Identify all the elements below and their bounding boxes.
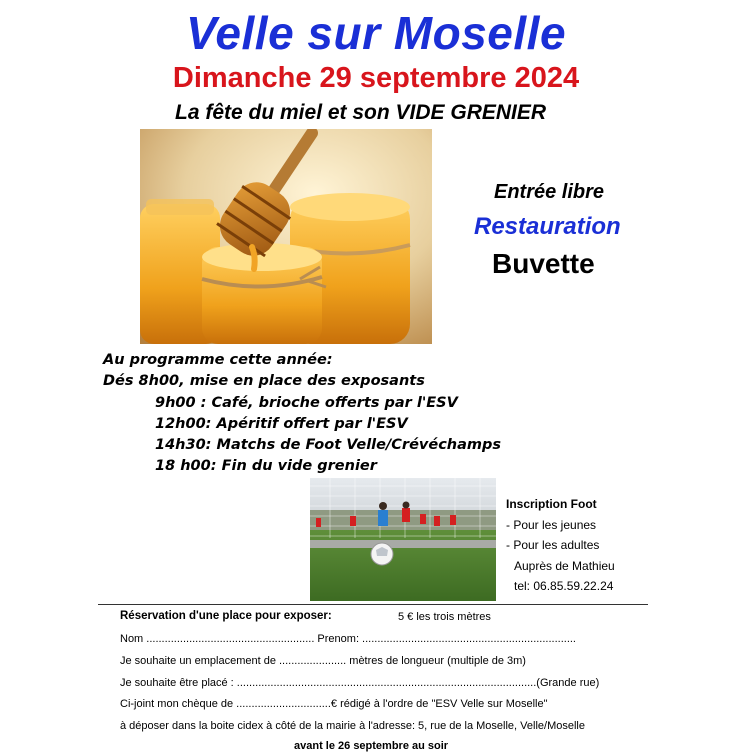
buvette: Buvette — [492, 248, 595, 279]
deposit-instructions: à déposer dans la boite cidex à côté de la mairie à l'adresse: 5, rue de la Moselle, Velle/Moselle — [120, 720, 585, 732]
inscription-foot-item: - Pour les jeunes — [506, 517, 597, 532]
football-photo — [310, 478, 496, 601]
inscription-foot-item: - Pour les adultes — [506, 538, 600, 552]
field-cheque[interactable]: Ci-joint mon chèque de ...............................€ rédigé à l'ordre de "ESV Velle sur Moselle" — [120, 698, 548, 710]
reservation-price: 5 € les trois mètres — [398, 611, 491, 623]
inscription-foot-contact: Auprès de Mathieu — [514, 558, 615, 573]
programme-line: 18 h00: Fin du vide grenier — [155, 458, 377, 475]
event-subtitle: La fête du miel et son VIDE GRENIER — [175, 101, 547, 124]
field-nom-prenom[interactable]: Nom ....................................................... Prenom: ...................................................................... — [120, 633, 576, 645]
deadline: avant le 26 septembre au soir — [294, 740, 449, 752]
inscription-foot — [506, 494, 615, 597]
inscription-foot-tel: tel: 06.85.59.22.24 — [514, 579, 614, 593]
entree-libre: Entrée libre — [494, 181, 605, 203]
honey-jars-image — [140, 129, 432, 344]
programme-line: 12h00: Apéritif offert par l'ESV — [155, 415, 408, 432]
field-placement[interactable]: Je souhaite être placé : ..................................................................................................(Grande rue) — [120, 677, 600, 689]
event-date: Dimanche 29 septembre 2024 — [172, 62, 580, 94]
reservation-heading: Réservation d'une place pour exposer: — [120, 610, 332, 622]
programme-line: 9h00 : Café, brioche offerts par l'ESV — [155, 394, 458, 411]
programme-line: Dés 8h00, mise en place des exposants — [103, 373, 425, 390]
field-emplacement[interactable]: Je souhaite un emplacement de ...................... mètres de longueur (multiple de 3m) — [120, 655, 526, 667]
divider — [98, 604, 648, 605]
restauration: Restauration — [474, 213, 621, 240]
inscription-foot-title: Inscription Foot — [506, 497, 597, 511]
programme — [103, 350, 501, 478]
event-title: Velle sur Moselle — [185, 7, 567, 59]
programme-heading: Au programme cette année: — [103, 352, 333, 368]
programme-line: 14h30: Matchs de Foot Velle/Crévéchamps — [155, 437, 502, 454]
